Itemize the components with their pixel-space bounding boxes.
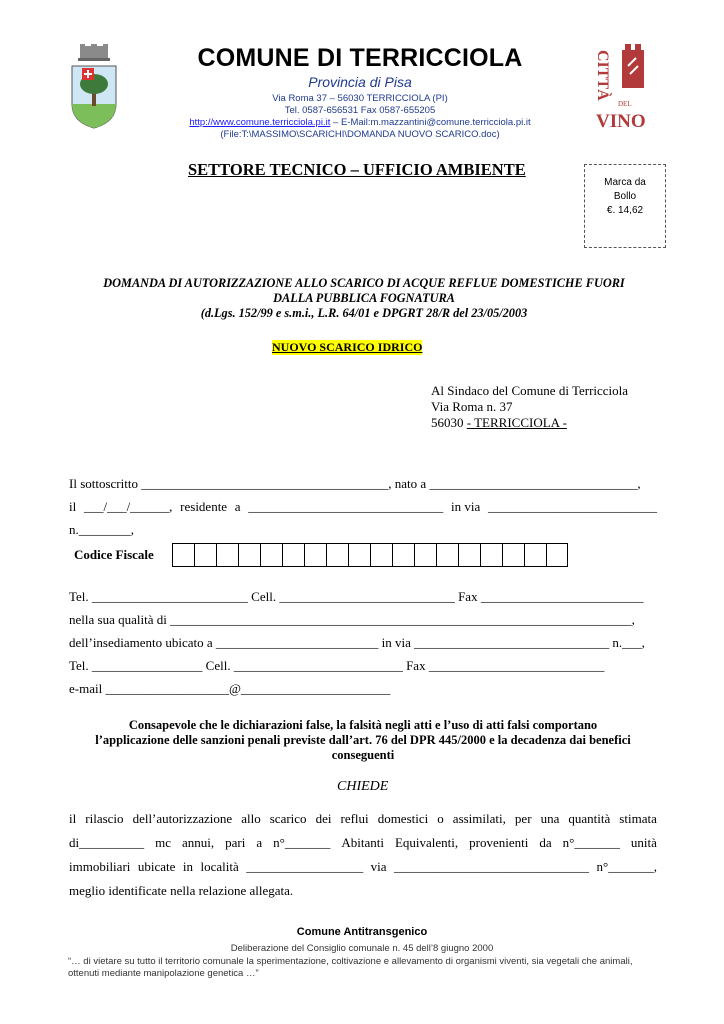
fiscal-code-box[interactable] [238,543,260,567]
word: stimata [619,811,657,826]
residence-label: residente [180,499,228,514]
header-phone: Tel. 0587-656531 Fax 0587-655205 [284,105,436,116]
svg-text:DEL: DEL [618,100,632,108]
fiscal-code-box[interactable] [282,543,304,567]
svg-text:CITTÀ: CITTÀ [594,50,611,101]
header-address: Via Roma 37 – 56030 TERRICCIOLA (PI) [272,93,448,104]
application-title-line-1: DOMANDA DI AUTORIZZAZIONE ALLO SCARICO DI ACQUE REFLUE DOMESTICHE FUORI [103,276,625,290]
coat-of-arms-logo [66,44,122,130]
stamp-line-2: Bollo [613,191,637,202]
form-row-role[interactable]: nella sua qualità di _______________________________________________________________________, [69,612,635,627]
word: domestici [377,811,429,826]
word: reflui [340,811,369,826]
application-title-line-3: (d.Lgs. 152/99 e s.m.i., L.R. 64/01 e DPGRT 28/R del 23/05/2003 [200,306,528,320]
request-line-4: meglio identificate nella relazione allegata. [69,883,294,898]
request-line-3[interactable] [69,859,657,875]
word: o [437,811,444,826]
request-line-2[interactable] [69,835,657,851]
fiscal-code-box[interactable] [458,543,480,567]
word: il [69,811,77,826]
file-path: (File:T:\MASSIMO\SCARICHI\DOMANDA NUOVO SCARICO.doc) [220,129,500,140]
addressee-line-3 [431,415,567,431]
stamp-line-3: €. 14,62 [606,205,644,216]
street-number-field[interactable]: n°_______, [596,859,657,874]
declaration-notice [69,718,657,763]
word: in [182,859,193,874]
fiscal-code-box[interactable] [304,543,326,567]
word: provenienti [469,835,529,850]
fiscal-code-box[interactable] [260,543,282,567]
footer-deliberation: Deliberazione del Consiglio comunale n. 45 dell’8 giugno 2000 [230,943,494,954]
fiscal-code-box[interactable] [436,543,458,567]
fiscal-code-box[interactable] [348,543,370,567]
fiscal-code-box[interactable] [480,543,502,567]
word: quantità [568,811,611,826]
fiscal-code-label: Codice Fiscale [74,547,154,562]
contact-separator: – [333,117,339,128]
form-row-contacts[interactable]: Tel. ________________________ Cell. ___________________________ Fax _________________________ [69,589,644,604]
fiscal-code-box[interactable] [524,543,546,567]
fiscal-code-box[interactable] [502,543,524,567]
header-contacts [130,117,590,128]
word: località [200,859,239,874]
fiscal-code-box[interactable] [392,543,414,567]
stamp-box [584,164,666,248]
word: una [540,811,560,826]
fiscal-code-box[interactable] [216,543,238,567]
form-row-birth-residence[interactable] [69,499,657,515]
word: unità [630,835,657,850]
fiscal-code-box[interactable] [326,543,348,567]
website-link[interactable]: http://www.comune.terricciola.pi.it [189,117,331,128]
volume-field[interactable]: di__________ [69,835,145,850]
request-line-1 [69,811,657,827]
word: Equivalenti, [394,835,459,850]
word: pari [225,835,246,850]
application-title-line-2: DALLA PUBBLICA FOGNATURA [273,291,455,305]
form-row-email[interactable]: e-mail ___________________@_______________________ [69,681,391,696]
birth-date-field[interactable]: ___/___/______, [83,499,173,514]
word: immobiliari [69,859,131,874]
form-row-site[interactable]: dell’insediamento ubicato a _________________________ in via ______________________________ n.___, [69,635,645,650]
footer-quote: “… di vietare su tutto il territorio comunale la sperimentazione, coltivazione e allevamento di organismi viventi, sia vegetali che animali, ottenuti mediante manipolazione genetica …” [68,956,633,979]
application-title [62,276,666,321]
word: annui, [182,835,215,850]
declaration-line-3: conseguenti [331,748,395,762]
birth-label: il [69,499,77,514]
addressee-line-1: Al Sindaco del Comune di Terricciola [431,383,629,398]
form-row-site-contacts[interactable]: Tel. _________________ Cell. __________________________ Fax ___________________________ [69,658,605,673]
fiscal-code-box[interactable] [546,543,568,567]
word: allo [241,811,261,826]
fiscal-code-box[interactable] [370,543,392,567]
residence-field[interactable]: ______________________________ [248,499,444,514]
word: a [256,835,263,850]
street-label: in via [451,499,481,514]
declaration-line-2: l’applicazione delle sanzioni penali previste dall’art. 76 del DPR 445/2000 e la decadenza dai benefici [95,733,631,747]
word: ubicate [137,859,176,874]
fiscal-code-box[interactable] [414,543,436,567]
fiscal-code-boxes[interactable] [172,543,568,567]
word: Abitanti [341,835,384,850]
word: dei [315,811,332,826]
department-heading: SETTORE TECNICO – UFFICIO AMBIENTE [188,160,526,179]
word: per [514,811,532,826]
new-discharge-label: NUOVO SCARICO IDRICO [272,340,423,354]
word: assimilati, [452,811,506,826]
street-field[interactable]: ______________________________ [394,859,590,874]
word: rilascio [85,811,124,826]
declaration-line-1: Consapevole che le dichiarazioni false, la falsità negli atti e l’uso di atti falsi comportano [128,718,598,732]
chiede-heading: CHIEDE [337,779,389,794]
form-row-number[interactable]: n.________, [69,522,134,537]
locality-field[interactable]: __________________ [246,859,364,874]
form-row-name[interactable]: Il sottoscritto ______________________________________, nato a ________________________________, [69,476,641,491]
fiscal-code-box[interactable] [194,543,216,567]
word: via [370,859,387,874]
province-subtitle: Provincia di Pisa [308,74,412,90]
fiscal-code-box[interactable] [172,543,194,567]
addressee-line-2: Via Roma n. 37 [431,399,513,414]
municipality-title: COMUNE DI TERRICCIOLA [197,44,523,72]
svg-text:VINO: VINO [596,111,646,130]
word: mc [155,835,172,850]
citta-del-vino-logo [594,44,656,130]
email-text: E-Mail:m.mazzantini@comune.terricciola.pi.it [340,117,531,128]
street-field[interactable]: __________________________ [487,499,657,514]
word: scarico [269,811,307,826]
footer-title: Comune Antitransgenico [296,926,428,938]
stamp-line-1: Marca da [604,177,646,188]
residence-a-label: a [234,499,241,514]
word: dell’autorizzazione [132,811,233,826]
addressee-city: - TERRICCIOLA - [466,415,567,430]
addressee-cap: 56030 [431,415,467,430]
inhabitants-field[interactable]: n°_______ [273,835,331,850]
word: da [539,835,552,850]
units-field[interactable]: n°_______ [562,835,620,850]
